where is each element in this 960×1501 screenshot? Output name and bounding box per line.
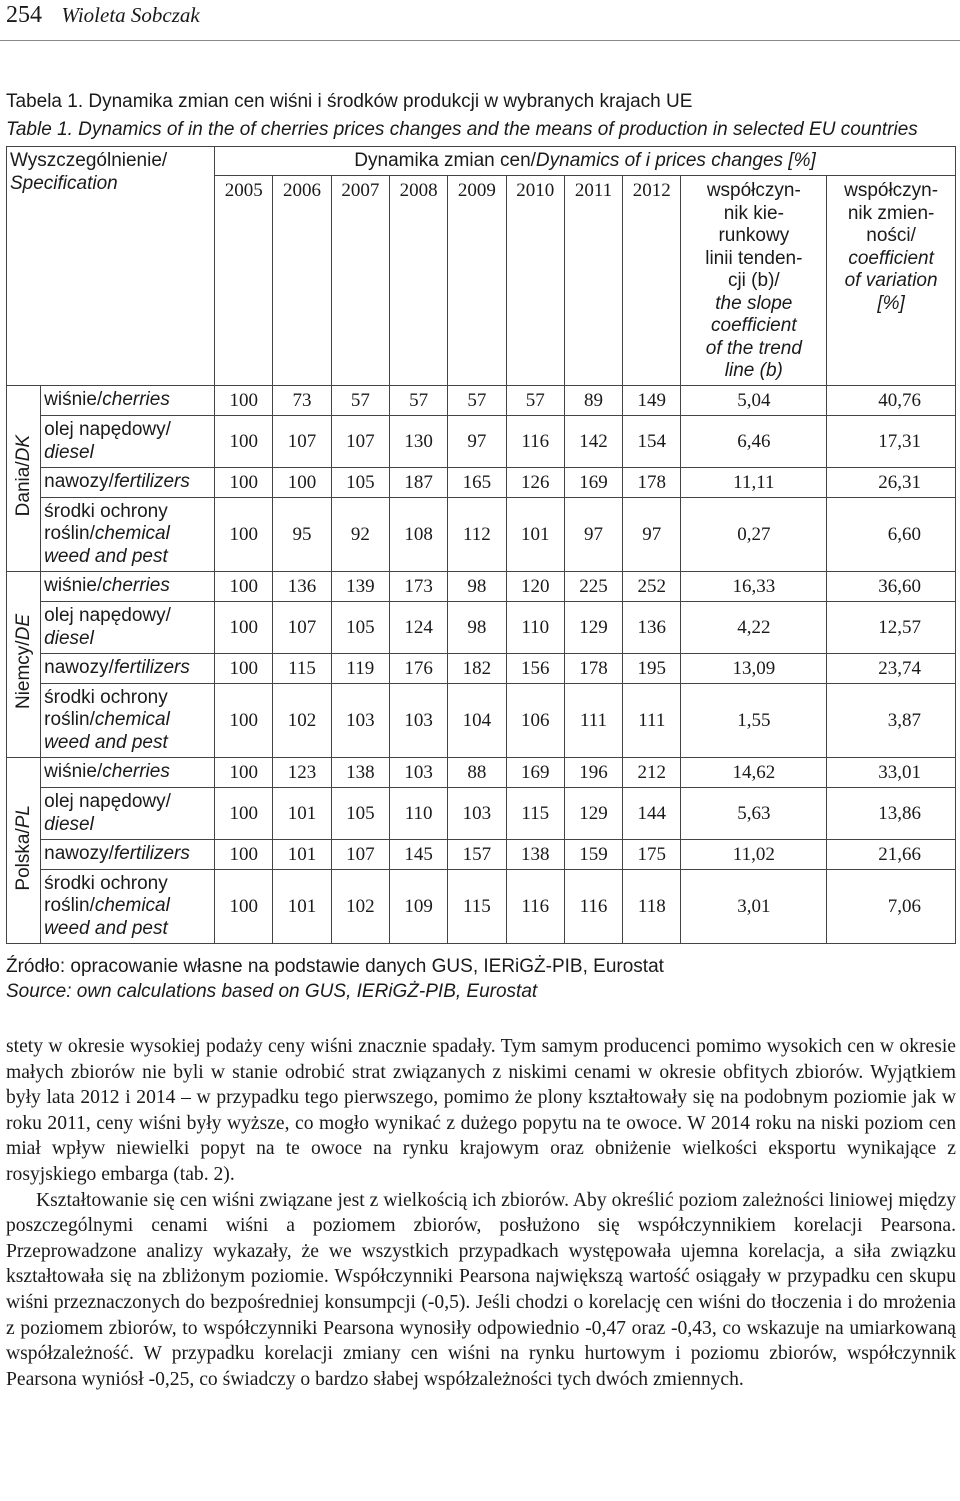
value-cell: 212	[623, 758, 681, 788]
slope-header-line: runkowy	[718, 225, 790, 246]
value-cell: 98	[448, 602, 506, 654]
value-cell: 165	[448, 468, 506, 498]
item-label-en: cherries	[102, 389, 170, 411]
value-cell: 100	[215, 498, 273, 572]
value-cell: 123	[273, 758, 331, 788]
slope-cell: 13,09	[681, 654, 827, 684]
value-cell: 110	[389, 788, 447, 840]
item-label	[41, 498, 215, 572]
item-label-en: weed and pest	[44, 545, 168, 567]
value-cell: 88	[448, 758, 506, 788]
value-cell: 144	[623, 788, 681, 840]
table-row	[7, 498, 956, 572]
item-label-pl: nawozy/	[44, 843, 114, 865]
item-label	[41, 572, 215, 602]
country-cell	[7, 572, 41, 758]
item-label-en: fertilizers	[113, 471, 190, 493]
slope-cell: 5,04	[681, 386, 827, 416]
year-header: 2009	[448, 176, 506, 386]
value-cell: 100	[215, 870, 273, 944]
value-cell: 89	[564, 386, 622, 416]
slope-cell: 4,22	[681, 602, 827, 654]
slope-cell: 11,02	[681, 840, 827, 870]
value-cell: 108	[389, 498, 447, 572]
value-cell: 138	[331, 758, 389, 788]
item-label-pl: nawozy/	[44, 657, 114, 679]
table-row	[7, 572, 956, 602]
header-row-1	[7, 147, 956, 176]
slope-header-line: coefficient	[711, 315, 797, 336]
value-cell: 103	[389, 758, 447, 788]
cv-header-line: ności/	[866, 225, 916, 246]
value-cell: 107	[331, 840, 389, 870]
slope-cell: 16,33	[681, 572, 827, 602]
cv-header-line: nik zmien-	[847, 202, 935, 224]
country-name-pl: Polska/	[12, 827, 34, 891]
slope-header-line: of the trend	[705, 337, 802, 359]
slope-cell: 11,11	[681, 468, 827, 498]
slope-cell: 14,62	[681, 758, 827, 788]
item-label	[41, 840, 215, 870]
value-cell: 103	[448, 788, 506, 840]
value-cell: 175	[623, 840, 681, 870]
country-code: PL	[12, 804, 34, 828]
caption-pl: Tabela 1. Dynamika zmian cen wiśni i środków produkcji w wybranych krajach UE	[6, 91, 693, 112]
value-cell: 157	[448, 840, 506, 870]
slope-header-line: the slope	[715, 292, 793, 314]
value-cell: 139	[331, 572, 389, 602]
value-cell: 105	[331, 788, 389, 840]
value-cell: 182	[448, 654, 506, 684]
table-caption	[6, 88, 918, 144]
cv-header-line: [%]	[877, 292, 905, 314]
item-label-pl: nawozy/	[44, 471, 114, 493]
variation-cell: 40,76	[827, 386, 956, 416]
value-cell: 57	[331, 386, 389, 416]
data-table	[6, 146, 956, 944]
running-head	[6, 2, 200, 29]
value-cell: 102	[273, 684, 331, 758]
item-label-pl: roślin/	[44, 895, 95, 917]
variation-cell: 12,57	[827, 602, 956, 654]
value-cell: 73	[273, 386, 331, 416]
year-header: 2010	[506, 176, 564, 386]
value-cell: 101	[273, 840, 331, 870]
item-label-en: fertilizers	[113, 843, 190, 865]
value-cell: 100	[215, 416, 273, 468]
value-cell: 119	[331, 654, 389, 684]
value-cell: 100	[215, 468, 273, 498]
value-cell: 111	[564, 684, 622, 758]
body-text	[6, 1034, 956, 1392]
value-cell: 118	[623, 870, 681, 944]
variation-cell: 36,60	[827, 572, 956, 602]
table-body	[7, 386, 956, 944]
variation-cell: 33,01	[827, 758, 956, 788]
variation-cell: 26,31	[827, 468, 956, 498]
value-cell: 173	[389, 572, 447, 602]
item-label-pl: olej napędowy/	[44, 419, 171, 440]
value-cell: 105	[331, 468, 389, 498]
value-cell: 105	[331, 602, 389, 654]
value-cell: 129	[564, 788, 622, 840]
table-row	[7, 602, 956, 654]
value-cell: 97	[448, 416, 506, 468]
value-cell: 100	[215, 572, 273, 602]
item-label	[41, 870, 215, 944]
variation-cell: 6,60	[827, 498, 956, 572]
value-cell: 100	[215, 788, 273, 840]
table-row	[7, 416, 956, 468]
source-pl: Źródło: opracowanie własne na podstawie danych GUS, IERiGŻ-PIB, Eurostat	[6, 956, 664, 977]
value-cell: 102	[331, 870, 389, 944]
year-header: 2007	[331, 176, 389, 386]
value-cell: 136	[273, 572, 331, 602]
item-label	[41, 788, 215, 840]
value-cell: 107	[331, 416, 389, 468]
table-row	[7, 840, 956, 870]
value-cell: 106	[506, 684, 564, 758]
value-cell: 169	[506, 758, 564, 788]
value-cell: 107	[273, 416, 331, 468]
value-cell: 57	[389, 386, 447, 416]
value-cell: 130	[389, 416, 447, 468]
value-cell: 103	[331, 684, 389, 758]
value-cell: 156	[506, 654, 564, 684]
value-cell: 101	[506, 498, 564, 572]
value-cell: 100	[215, 684, 273, 758]
item-label-pl: wiśnie/	[44, 761, 103, 783]
dynamics-header-en: Dynamics of i prices changes [%]	[535, 150, 816, 171]
table-row	[7, 386, 956, 416]
item-label-pl: olej napędowy/	[44, 605, 171, 626]
value-cell: 57	[448, 386, 506, 416]
value-cell: 225	[564, 572, 622, 602]
value-cell: 149	[623, 386, 681, 416]
value-cell: 100	[215, 840, 273, 870]
value-cell: 100	[215, 602, 273, 654]
value-cell: 100	[273, 468, 331, 498]
item-label	[41, 602, 215, 654]
value-cell: 111	[623, 684, 681, 758]
value-cell: 136	[623, 602, 681, 654]
value-cell: 95	[273, 498, 331, 572]
value-cell: 109	[389, 870, 447, 944]
slope-header-line: line (b)	[724, 360, 783, 381]
item-label-pl: środki ochrony	[44, 872, 168, 894]
value-cell: 116	[506, 416, 564, 468]
value-cell: 115	[273, 654, 331, 684]
value-cell: 107	[273, 602, 331, 654]
value-cell: 103	[389, 684, 447, 758]
country-name-pl: Dania/	[12, 461, 34, 517]
value-cell: 154	[623, 416, 681, 468]
slope-cell: 5,63	[681, 788, 827, 840]
value-cell: 97	[564, 498, 622, 572]
value-cell: 98	[448, 572, 506, 602]
value-cell: 100	[215, 386, 273, 416]
table-row	[7, 870, 956, 944]
table-row	[7, 788, 956, 840]
variation-cell: 3,87	[827, 684, 956, 758]
value-cell: 115	[448, 870, 506, 944]
variation-cell: 7,06	[827, 870, 956, 944]
item-label-en: weed and pest	[44, 731, 168, 753]
item-label-en: diesel	[44, 627, 94, 649]
table-row	[7, 654, 956, 684]
value-cell: 124	[389, 602, 447, 654]
value-cell: 145	[389, 840, 447, 870]
value-cell: 116	[564, 870, 622, 944]
value-cell: 178	[623, 468, 681, 498]
spec-header-pl: Wyszczególnienie/	[10, 150, 168, 171]
item-label	[41, 468, 215, 498]
country-code: DK	[12, 434, 34, 462]
item-label-en: chemical	[94, 895, 170, 917]
slope-header-line: współczyn-	[706, 180, 801, 201]
table-row	[7, 468, 956, 498]
value-cell: 101	[273, 870, 331, 944]
value-cell: 176	[389, 654, 447, 684]
item-label-en: chemical	[94, 709, 170, 731]
country-label	[13, 614, 35, 709]
value-cell: 100	[215, 758, 273, 788]
country-label	[13, 805, 35, 891]
variation-cell: 23,74	[827, 654, 956, 684]
value-cell: 100	[215, 654, 273, 684]
value-cell: 57	[506, 386, 564, 416]
item-label	[41, 386, 215, 416]
value-cell: 120	[506, 572, 564, 602]
value-cell: 159	[564, 840, 622, 870]
author-name: Wioleta Sobczak	[61, 3, 200, 27]
item-label-pl: środki ochrony	[44, 500, 168, 522]
item-label-pl: środki ochrony	[44, 686, 168, 708]
value-cell: 97	[623, 498, 681, 572]
paragraph: Kształtowanie się cen wiśni związane jest z wielkością ich zbiorów. Aby określić poziom zależności liniowej między poszczególnymi cenami wiśni a poziomem zbiorów, posłużono się współczynnikiem korelacji Pearsona. Przeprowadzone analizy wykazały, że we wszystkich przypadkach występowała ujemna korelacja, a siła związku kształtowała się na zbliżonym poziomie. Współczynniki Pearsona największą wartość osiągały w przypadku cen skupu wiśni przeznaczonych do bezpośredniej konsumpcji (-0,5). Jeśli chodzi o korelację cen wiśni do tłoczenia i do mrożenia z poziomem zbiorów, to współczynniki Pearsona wynosiły odpowiednio -0,47 oraz -0,43, co wskazuje na umiarkowaną współzależność. W przypadku korelacji zmiany cen wiśni na rynku hurtowym i poziomu zbiorów, współczynnik Pearsona wyniósł -0,25, co świadczy o bardzo słabej współzależności tych dwóch zmiennych.	[6, 1189, 956, 1390]
cv-header-line: coefficient	[848, 247, 934, 269]
country-cell	[7, 758, 41, 944]
item-label-en: diesel	[44, 441, 94, 463]
value-cell: 196	[564, 758, 622, 788]
slope-header-line: nik kie-	[723, 202, 784, 224]
variation-cell: 21,66	[827, 840, 956, 870]
item-label-en: chemical	[94, 523, 170, 545]
variation-cell: 13,86	[827, 788, 956, 840]
dynamics-header-pl: Dynamika zmian cen/	[354, 150, 536, 171]
item-label-en: weed and pest	[44, 917, 168, 939]
table-source	[6, 954, 664, 1004]
item-label-en: fertilizers	[113, 657, 190, 679]
value-cell: 112	[448, 498, 506, 572]
item-label	[41, 684, 215, 758]
year-header: 2012	[623, 176, 681, 386]
year-header: 2011	[564, 176, 622, 386]
slope-header-line: cji (b)/	[727, 270, 780, 291]
value-cell: 252	[623, 572, 681, 602]
table-row	[7, 758, 956, 788]
header-rule	[0, 40, 960, 41]
slope-cell: 1,55	[681, 684, 827, 758]
item-label-en: cherries	[102, 761, 170, 783]
value-cell: 129	[564, 602, 622, 654]
value-cell: 142	[564, 416, 622, 468]
item-label-pl: wiśnie/	[44, 389, 103, 411]
year-header: 2006	[273, 176, 331, 386]
item-label-pl: wiśnie/	[44, 575, 103, 597]
value-cell: 116	[506, 870, 564, 944]
spec-header-en: Specification	[10, 173, 118, 194]
value-cell: 92	[331, 498, 389, 572]
item-label-pl: roślin/	[44, 523, 95, 545]
table-row	[7, 684, 956, 758]
value-cell: 101	[273, 788, 331, 840]
slope-cell: 6,46	[681, 416, 827, 468]
value-cell: 138	[506, 840, 564, 870]
value-cell: 126	[506, 468, 564, 498]
variation-cell: 17,31	[827, 416, 956, 468]
slope-cell: 3,01	[681, 870, 827, 944]
year-header: 2008	[389, 176, 447, 386]
caption-en: Table 1. Dynamics of in the of cherries prices changes and the means of production in selected EU countries	[6, 119, 918, 140]
value-cell: 169	[564, 468, 622, 498]
item-label-en: cherries	[102, 575, 170, 597]
value-cell: 115	[506, 788, 564, 840]
cv-header-line: współczyn-	[844, 180, 939, 201]
paragraph: stety w okresie wysokiej podaży ceny wiśni znacznie spadały. Tym samym producenci pomimo wysokich cen w okresie małych zbiorów nie byli w stanie odrobić strat związanych z niskimi cenami w okresie obfitych zbiorów. Wyjątkiem były lata 2012 i 2014 – w przypadku tego pierwszego, pomimo że plony kształtowały się na podobnym poziomie jak w roku 2011, ceny wiśni były wyższe, co mogło wynikać z dużego popytu na te owoce. W 2014 roku na niski poziom cen miał wpływ niewielki popyt na te owoce na rynku krajowym oraz obniżenie wielkości eksportu wynikające z rosyjskiego embarga (tab. 2).	[6, 1036, 956, 1185]
year-header: 2005	[215, 176, 273, 386]
country-name-pl: Niemcy/	[12, 640, 34, 710]
country-label	[13, 435, 35, 516]
value-cell: 187	[389, 468, 447, 498]
value-cell: 104	[448, 684, 506, 758]
value-cell: 178	[564, 654, 622, 684]
page-number: 254	[6, 2, 42, 28]
country-cell	[7, 386, 41, 572]
item-label	[41, 416, 215, 468]
dynamics-header	[215, 147, 956, 176]
variation-coefficient-header	[827, 176, 956, 386]
slope-coefficient-header	[681, 176, 827, 386]
cv-header-line: of variation	[844, 270, 938, 291]
source-en: Source: own calculations based on GUS, IERiGŻ-PIB, Eurostat	[6, 981, 538, 1002]
slope-header-line: linii tenden-	[705, 247, 803, 269]
value-cell: 195	[623, 654, 681, 684]
item-label-en: diesel	[44, 813, 94, 835]
item-label	[41, 654, 215, 684]
spec-header	[7, 147, 215, 386]
item-label-pl: olej napędowy/	[44, 791, 171, 812]
slope-cell: 0,27	[681, 498, 827, 572]
item-label	[41, 758, 215, 788]
item-label-pl: roślin/	[44, 709, 95, 731]
country-code: DE	[12, 613, 34, 641]
value-cell: 110	[506, 602, 564, 654]
